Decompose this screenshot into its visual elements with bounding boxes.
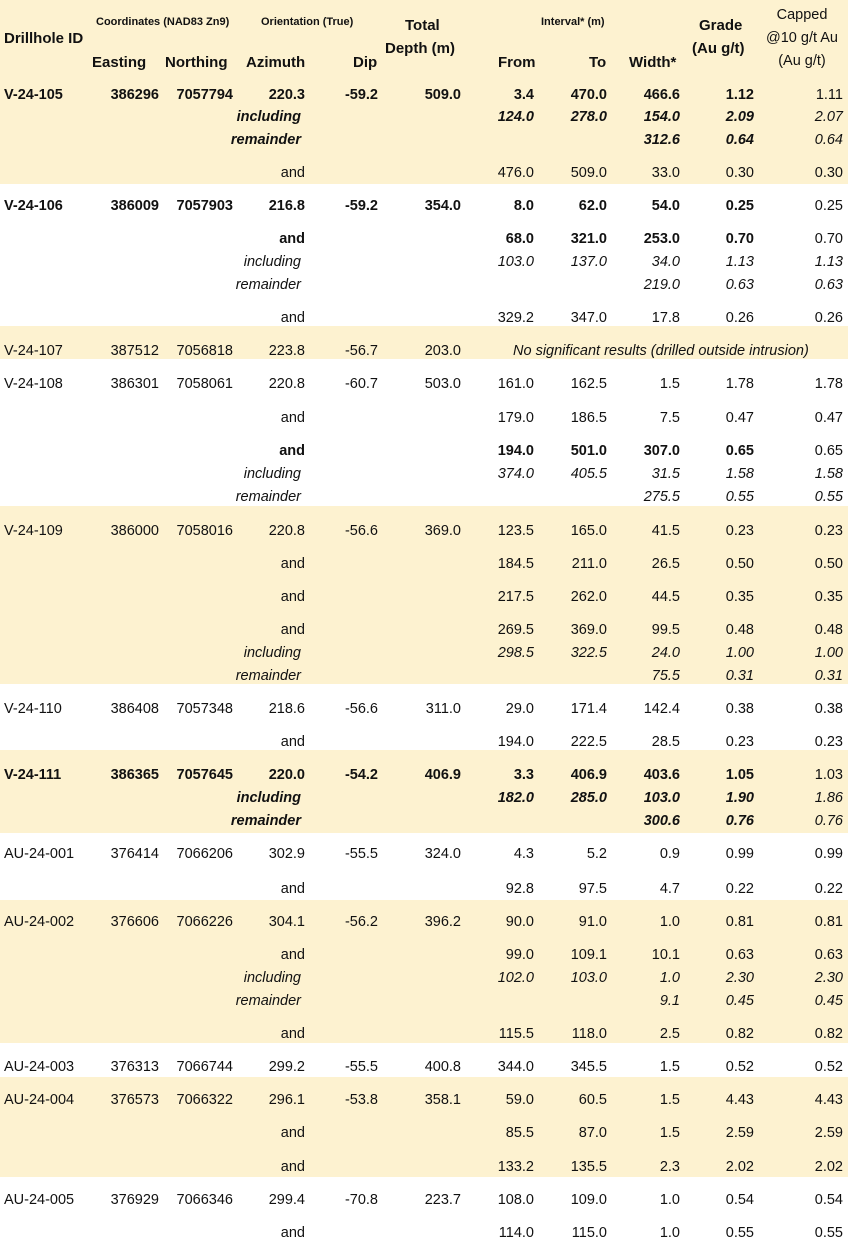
interval-qualifier: remainder bbox=[230, 813, 301, 829]
cell-from: 8.0 bbox=[513, 198, 534, 214]
cell-northing: 7066206 bbox=[176, 846, 233, 862]
cell-grade: 0.63 bbox=[725, 947, 754, 963]
cell-grade: 2.30 bbox=[725, 970, 754, 986]
cell-to: 137.0 bbox=[570, 254, 607, 270]
cell-capped: 0.54 bbox=[814, 1192, 843, 1208]
cell-azimuth: 220.0 bbox=[268, 767, 305, 783]
header-coordinates: Coordinates (NAD83 Zn9) bbox=[96, 16, 230, 28]
header-drillhole-id: Drillhole ID bbox=[4, 30, 84, 47]
cell-width: 403.6 bbox=[643, 767, 680, 783]
cell-easting: 376414 bbox=[110, 846, 159, 862]
cell-dip: -59.2 bbox=[344, 198, 378, 214]
drillhole-id: V-24-107 bbox=[4, 343, 63, 359]
cell-capped: 0.30 bbox=[814, 165, 843, 181]
cell-grade: 4.43 bbox=[725, 1092, 754, 1108]
cell-grade: 0.54 bbox=[725, 1192, 754, 1208]
cell-to: 211.0 bbox=[571, 556, 607, 572]
cell-from: 194.0 bbox=[497, 443, 534, 459]
cell-width: 1.0 bbox=[659, 1192, 680, 1208]
interval-qualifier: remainder bbox=[235, 277, 301, 293]
cell-grade: 0.48 bbox=[725, 622, 754, 638]
cell-grade: 0.99 bbox=[725, 846, 754, 862]
cell-width: 154.0 bbox=[643, 109, 680, 125]
cell-from: 114.0 bbox=[498, 1225, 534, 1241]
drillhole-id: V-24-110 bbox=[4, 701, 62, 717]
header-azimuth: Azimuth bbox=[246, 54, 306, 71]
cell-grade: 0.38 bbox=[725, 701, 754, 717]
cell-from: 92.8 bbox=[505, 881, 534, 897]
cell-dip: -59.2 bbox=[344, 87, 378, 103]
header-total-depth-line1: Total bbox=[405, 17, 440, 34]
cell-capped: 0.23 bbox=[814, 523, 843, 539]
header-capped-line2: @10 g/t Au bbox=[766, 30, 838, 46]
header-dip: Dip bbox=[353, 54, 378, 71]
cell-grade: 0.26 bbox=[725, 310, 754, 326]
cell-dip: -56.6 bbox=[344, 701, 378, 717]
interval-qualifier: and bbox=[280, 165, 305, 181]
cell-grade: 0.70 bbox=[725, 231, 754, 247]
cell-depth: 400.8 bbox=[424, 1059, 461, 1075]
cell-capped: 0.35 bbox=[814, 589, 843, 605]
header-orientation: Orientation (True) bbox=[261, 16, 354, 28]
cell-northing: 7058016 bbox=[176, 523, 233, 539]
cell-to: 91.0 bbox=[578, 914, 607, 930]
header-from: From bbox=[498, 54, 536, 71]
drillhole-id: V-24-109 bbox=[4, 523, 63, 539]
cell-width: 1.5 bbox=[659, 1092, 680, 1108]
interval-qualifier: and bbox=[280, 1159, 305, 1175]
cell-capped: 1.00 bbox=[814, 645, 843, 661]
drillhole-id: V-24-106 bbox=[4, 198, 63, 214]
cell-capped: 0.99 bbox=[814, 846, 843, 862]
cell-grade: 0.25 bbox=[725, 198, 754, 214]
cell-capped: 0.23 bbox=[814, 734, 843, 750]
cell-capped: 0.25 bbox=[814, 198, 843, 214]
cell-capped: 0.45 bbox=[814, 993, 843, 1009]
cell-from: 90.0 bbox=[505, 914, 534, 930]
cell-capped: 2.30 bbox=[814, 970, 843, 986]
cell-capped: 0.22 bbox=[814, 881, 843, 897]
cell-easting: 386408 bbox=[110, 701, 159, 717]
cell-capped: 0.76 bbox=[814, 813, 843, 829]
cell-to: 322.5 bbox=[570, 645, 607, 661]
cell-width: 26.5 bbox=[651, 556, 680, 572]
cell-width: 275.5 bbox=[643, 489, 680, 505]
cell-width: 33.0 bbox=[651, 165, 680, 181]
cell-width: 103.0 bbox=[643, 790, 680, 806]
cell-width: 1.0 bbox=[659, 914, 680, 930]
cell-width: 0.9 bbox=[659, 846, 680, 862]
header-grade-line2: (Au g/t) bbox=[692, 40, 745, 57]
cell-grade: 0.64 bbox=[725, 132, 754, 148]
cell-azimuth: 220.3 bbox=[268, 87, 305, 103]
cell-to: 97.5 bbox=[578, 881, 607, 897]
cell-depth: 311.0 bbox=[425, 701, 461, 717]
cell-capped: 0.64 bbox=[814, 132, 843, 148]
cell-northing: 7066744 bbox=[176, 1059, 233, 1075]
cell-from: 133.2 bbox=[497, 1159, 534, 1175]
cell-from: 3.4 bbox=[513, 87, 534, 103]
cell-to: 103.0 bbox=[570, 970, 607, 986]
header-to: To bbox=[589, 54, 607, 71]
cell-from: 102.0 bbox=[497, 970, 534, 986]
cell-to: 109.1 bbox=[570, 947, 607, 963]
cell-from: 161.0 bbox=[497, 376, 534, 392]
cell-grade: 2.59 bbox=[725, 1125, 754, 1141]
cell-grade: 0.22 bbox=[725, 881, 754, 897]
cell-capped: 1.58 bbox=[814, 466, 843, 482]
cell-easting: 386365 bbox=[110, 767, 159, 783]
interval-qualifier: including bbox=[236, 790, 301, 806]
cell-width: 99.5 bbox=[651, 622, 680, 638]
cell-azimuth: 299.4 bbox=[268, 1192, 305, 1208]
cell-northing: 7066322 bbox=[176, 1092, 233, 1108]
interval-qualifier: including bbox=[243, 466, 301, 482]
cell-to: 278.0 bbox=[570, 109, 607, 125]
cell-depth: 203.0 bbox=[424, 343, 461, 359]
cell-to: 345.5 bbox=[570, 1059, 607, 1075]
cell-to: 369.0 bbox=[570, 622, 607, 638]
cell-to: 5.2 bbox=[586, 846, 607, 862]
interval-qualifier: and bbox=[279, 443, 305, 459]
cell-azimuth: 223.8 bbox=[268, 343, 305, 359]
interval-qualifier: and bbox=[280, 622, 305, 638]
row-group-band bbox=[0, 750, 848, 833]
cell-from: 298.5 bbox=[497, 645, 534, 661]
drillhole-id: AU-24-005 bbox=[4, 1192, 75, 1208]
drillhole-id: AU-24-003 bbox=[4, 1059, 75, 1075]
cell-capped: 1.03 bbox=[814, 767, 843, 783]
cell-grade: 1.58 bbox=[725, 466, 754, 482]
cell-from: 103.0 bbox=[497, 254, 534, 270]
header-northing: Northing bbox=[165, 54, 228, 71]
cell-from: 269.5 bbox=[497, 622, 534, 638]
cell-capped: 0.31 bbox=[814, 668, 843, 684]
interval-qualifier: and bbox=[280, 310, 305, 326]
cell-from: 68.0 bbox=[505, 231, 534, 247]
cell-northing: 7066346 bbox=[176, 1192, 233, 1208]
cell-northing: 7056818 bbox=[176, 343, 233, 359]
cell-azimuth: 218.6 bbox=[268, 701, 305, 717]
cell-dip: -60.7 bbox=[344, 376, 378, 392]
cell-to: 347.0 bbox=[570, 310, 607, 326]
cell-width: 17.8 bbox=[651, 310, 680, 326]
cell-grade: 0.76 bbox=[725, 813, 754, 829]
cell-width: 253.0 bbox=[643, 231, 680, 247]
cell-capped: 0.63 bbox=[814, 947, 843, 963]
cell-grade: 1.78 bbox=[725, 376, 754, 392]
interval-qualifier: remainder bbox=[230, 132, 301, 148]
cell-azimuth: 220.8 bbox=[268, 523, 305, 539]
cell-depth: 324.0 bbox=[424, 846, 461, 862]
interval-qualifier: including bbox=[243, 254, 301, 270]
cell-to: 501.0 bbox=[570, 443, 607, 459]
cell-to: 321.0 bbox=[570, 231, 607, 247]
cell-grade: 0.35 bbox=[725, 589, 754, 605]
cell-easting: 386301 bbox=[110, 376, 159, 392]
cell-capped: 0.50 bbox=[814, 556, 843, 572]
cell-from: 124.0 bbox=[497, 109, 534, 125]
cell-capped: 0.70 bbox=[814, 231, 843, 247]
cell-from: 85.5 bbox=[505, 1125, 534, 1141]
cell-grade: 0.31 bbox=[725, 668, 754, 684]
drillhole-id: V-24-108 bbox=[4, 376, 63, 392]
cell-from: 179.0 bbox=[497, 410, 534, 426]
cell-to: 162.5 bbox=[570, 376, 607, 392]
interval-qualifier: and bbox=[280, 589, 305, 605]
cell-easting: 376573 bbox=[110, 1092, 159, 1108]
cell-from: 374.0 bbox=[497, 466, 534, 482]
cell-width: 1.0 bbox=[659, 970, 680, 986]
interval-qualifier: including bbox=[236, 109, 301, 125]
cell-to: 406.9 bbox=[570, 767, 607, 783]
cell-northing: 7057348 bbox=[176, 701, 233, 717]
cell-from: 182.0 bbox=[497, 790, 534, 806]
cell-capped: 2.07 bbox=[814, 109, 843, 125]
cell-capped: 1.78 bbox=[814, 376, 843, 392]
cell-capped: 0.47 bbox=[814, 410, 843, 426]
cell-northing: 7058061 bbox=[176, 376, 233, 392]
cell-from: 115.5 bbox=[498, 1026, 534, 1042]
cell-width: 34.0 bbox=[651, 254, 680, 270]
cell-from: 476.0 bbox=[497, 165, 534, 181]
cell-to: 109.0 bbox=[570, 1192, 607, 1208]
cell-dip: -56.7 bbox=[344, 343, 378, 359]
cell-grade: 1.12 bbox=[725, 87, 754, 103]
cell-width: 1.5 bbox=[659, 376, 680, 392]
no-results-note: No significant results (drilled outside intrusion) bbox=[513, 343, 809, 359]
cell-capped: 1.11 bbox=[815, 87, 843, 103]
cell-to: 118.0 bbox=[571, 1026, 607, 1042]
cell-grade: 0.45 bbox=[725, 993, 754, 1009]
cell-width: 54.0 bbox=[651, 198, 680, 214]
cell-to: 186.5 bbox=[570, 410, 607, 426]
cell-from: 344.0 bbox=[497, 1059, 534, 1075]
cell-azimuth: 299.2 bbox=[268, 1059, 305, 1075]
interval-qualifier: including bbox=[243, 645, 301, 661]
cell-width: 4.7 bbox=[659, 881, 680, 897]
cell-width: 142.4 bbox=[643, 701, 680, 717]
drillhole-id: V-24-105 bbox=[4, 87, 63, 103]
cell-grade: 0.65 bbox=[725, 443, 754, 459]
header-grade-line1: Grade bbox=[699, 17, 743, 34]
cell-northing: 7057903 bbox=[176, 198, 233, 214]
cell-capped: 1.86 bbox=[814, 790, 843, 806]
cell-easting: 386296 bbox=[110, 87, 159, 103]
cell-to: 509.0 bbox=[570, 165, 607, 181]
cell-dip: -53.8 bbox=[344, 1092, 378, 1108]
cell-width: 300.6 bbox=[643, 813, 680, 829]
cell-width: 7.5 bbox=[659, 410, 680, 426]
cell-to: 285.0 bbox=[570, 790, 607, 806]
cell-from: 3.3 bbox=[513, 767, 534, 783]
cell-azimuth: 304.1 bbox=[268, 914, 305, 930]
cell-grade: 0.55 bbox=[725, 1225, 754, 1241]
interval-qualifier: remainder bbox=[235, 668, 301, 684]
cell-grade: 0.47 bbox=[725, 410, 754, 426]
cell-width: 1.5 bbox=[659, 1059, 680, 1075]
drillhole-id: AU-24-002 bbox=[4, 914, 75, 930]
cell-easting: 376929 bbox=[110, 1192, 159, 1208]
cell-easting: 386009 bbox=[110, 198, 159, 214]
cell-capped: 0.63 bbox=[814, 277, 843, 293]
cell-grade: 0.23 bbox=[725, 523, 754, 539]
cell-to: 87.0 bbox=[578, 1125, 607, 1141]
cell-capped: 0.82 bbox=[814, 1026, 843, 1042]
cell-width: 466.6 bbox=[643, 87, 680, 103]
cell-from: 4.3 bbox=[513, 846, 534, 862]
cell-capped: 0.26 bbox=[814, 310, 843, 326]
cell-width: 41.5 bbox=[651, 523, 680, 539]
cell-azimuth: 216.8 bbox=[268, 198, 305, 214]
cell-capped: 2.59 bbox=[814, 1125, 843, 1141]
cell-width: 219.0 bbox=[643, 277, 680, 293]
cell-capped: 0.65 bbox=[814, 443, 843, 459]
cell-to: 60.5 bbox=[578, 1092, 607, 1108]
cell-to: 62.0 bbox=[578, 198, 607, 214]
cell-width: 9.1 bbox=[659, 993, 680, 1009]
cell-grade: 0.30 bbox=[725, 165, 754, 181]
cell-width: 28.5 bbox=[651, 734, 680, 750]
cell-grade: 0.82 bbox=[725, 1026, 754, 1042]
cell-easting: 376606 bbox=[110, 914, 159, 930]
cell-capped: 0.52 bbox=[814, 1059, 843, 1075]
interval-qualifier: and bbox=[280, 410, 305, 426]
interval-qualifier: including bbox=[243, 970, 301, 986]
cell-depth: 354.0 bbox=[424, 198, 461, 214]
cell-to: 115.0 bbox=[571, 1225, 607, 1241]
cell-grade: 2.02 bbox=[725, 1159, 754, 1175]
cell-azimuth: 220.8 bbox=[268, 376, 305, 392]
cell-capped: 0.38 bbox=[814, 701, 843, 717]
cell-from: 329.2 bbox=[497, 310, 534, 326]
cell-capped: 2.02 bbox=[814, 1159, 843, 1175]
cell-width: 312.6 bbox=[643, 132, 680, 148]
cell-dip: -54.2 bbox=[344, 767, 378, 783]
drillhole-id: V-24-111 bbox=[4, 767, 62, 783]
interval-qualifier: and bbox=[280, 1026, 305, 1042]
interval-qualifier: and bbox=[280, 1125, 305, 1141]
header-easting: Easting bbox=[92, 54, 147, 71]
interval-qualifier: remainder bbox=[235, 993, 301, 1009]
cell-grade: 0.23 bbox=[725, 734, 754, 750]
cell-dip: -56.6 bbox=[344, 523, 378, 539]
header-interval: Interval* (m) bbox=[541, 16, 605, 28]
cell-from: 99.0 bbox=[505, 947, 534, 963]
cell-grade: 0.63 bbox=[725, 277, 754, 293]
cell-to: 222.5 bbox=[570, 734, 607, 750]
cell-grade: 1.00 bbox=[725, 645, 754, 661]
cell-grade: 0.50 bbox=[725, 556, 754, 572]
cell-grade: 0.55 bbox=[725, 489, 754, 505]
cell-dip: -55.5 bbox=[344, 846, 378, 862]
cell-capped: 1.13 bbox=[814, 254, 843, 270]
cell-grade: 0.52 bbox=[725, 1059, 754, 1075]
cell-to: 171.4 bbox=[570, 701, 607, 717]
drillhole-id: AU-24-004 bbox=[4, 1092, 75, 1108]
cell-to: 262.0 bbox=[570, 589, 607, 605]
cell-northing: 7066226 bbox=[176, 914, 233, 930]
cell-depth: 358.1 bbox=[424, 1092, 461, 1108]
row-group-band bbox=[0, 833, 848, 900]
cell-capped: 0.48 bbox=[814, 622, 843, 638]
interval-qualifier: and bbox=[280, 1225, 305, 1241]
cell-from: 217.5 bbox=[497, 589, 534, 605]
cell-dip: -56.2 bbox=[344, 914, 378, 930]
cell-to: 405.5 bbox=[570, 466, 607, 482]
cell-depth: 503.0 bbox=[424, 376, 461, 392]
interval-qualifier: and bbox=[280, 881, 305, 897]
cell-northing: 7057794 bbox=[176, 87, 233, 103]
interval-qualifier: remainder bbox=[235, 489, 301, 505]
cell-width: 10.1 bbox=[651, 947, 680, 963]
cell-depth: 369.0 bbox=[424, 523, 461, 539]
cell-depth: 396.2 bbox=[424, 914, 461, 930]
cell-grade: 1.13 bbox=[725, 254, 754, 270]
cell-depth: 509.0 bbox=[424, 87, 461, 103]
cell-azimuth: 296.1 bbox=[268, 1092, 305, 1108]
cell-azimuth: 302.9 bbox=[268, 846, 305, 862]
interval-qualifier: and bbox=[280, 734, 305, 750]
cell-capped: 0.81 bbox=[814, 914, 843, 930]
cell-grade: 0.81 bbox=[725, 914, 754, 930]
row-group-band bbox=[0, 1177, 848, 1248]
cell-from: 194.0 bbox=[497, 734, 534, 750]
cell-grade: 1.05 bbox=[725, 767, 754, 783]
cell-from: 184.5 bbox=[497, 556, 534, 572]
interval-qualifier: and bbox=[279, 231, 305, 247]
cell-easting: 376313 bbox=[110, 1059, 159, 1075]
header-capped-line3: (Au g/t) bbox=[778, 53, 826, 69]
header-capped-line1: Capped bbox=[776, 7, 828, 23]
cell-grade: 1.90 bbox=[725, 790, 754, 806]
interval-qualifier: and bbox=[280, 556, 305, 572]
drillhole-id: AU-24-001 bbox=[4, 846, 75, 862]
cell-capped: 0.55 bbox=[814, 1225, 843, 1241]
cell-to: 165.0 bbox=[570, 523, 607, 539]
cell-to: 470.0 bbox=[570, 87, 607, 103]
cell-width: 31.5 bbox=[651, 466, 680, 482]
cell-dip: -70.8 bbox=[344, 1192, 378, 1208]
cell-width: 1.0 bbox=[659, 1225, 680, 1241]
cell-dip: -55.5 bbox=[344, 1059, 378, 1075]
cell-depth: 406.9 bbox=[424, 767, 461, 783]
cell-capped: 0.55 bbox=[814, 489, 843, 505]
cell-width: 75.5 bbox=[651, 668, 680, 684]
cell-depth: 223.7 bbox=[424, 1192, 461, 1208]
cell-to: 135.5 bbox=[570, 1159, 607, 1175]
cell-from: 108.0 bbox=[497, 1192, 534, 1208]
cell-width: 44.5 bbox=[651, 589, 680, 605]
cell-easting: 386000 bbox=[110, 523, 159, 539]
cell-capped: 4.43 bbox=[814, 1092, 843, 1108]
cell-grade: 2.09 bbox=[725, 109, 754, 125]
cell-from: 29.0 bbox=[505, 701, 534, 717]
interval-qualifier: and bbox=[280, 947, 305, 963]
header-width: Width* bbox=[629, 54, 677, 71]
cell-northing: 7057645 bbox=[176, 767, 233, 783]
header-total-depth-line2: Depth (m) bbox=[385, 40, 455, 57]
cell-width: 2.5 bbox=[659, 1026, 680, 1042]
cell-width: 307.0 bbox=[643, 443, 680, 459]
cell-from: 59.0 bbox=[505, 1092, 534, 1108]
cell-from: 123.5 bbox=[497, 523, 534, 539]
cell-easting: 387512 bbox=[110, 343, 159, 359]
cell-width: 24.0 bbox=[651, 645, 680, 661]
cell-width: 2.3 bbox=[659, 1159, 680, 1175]
cell-width: 1.5 bbox=[659, 1125, 680, 1141]
